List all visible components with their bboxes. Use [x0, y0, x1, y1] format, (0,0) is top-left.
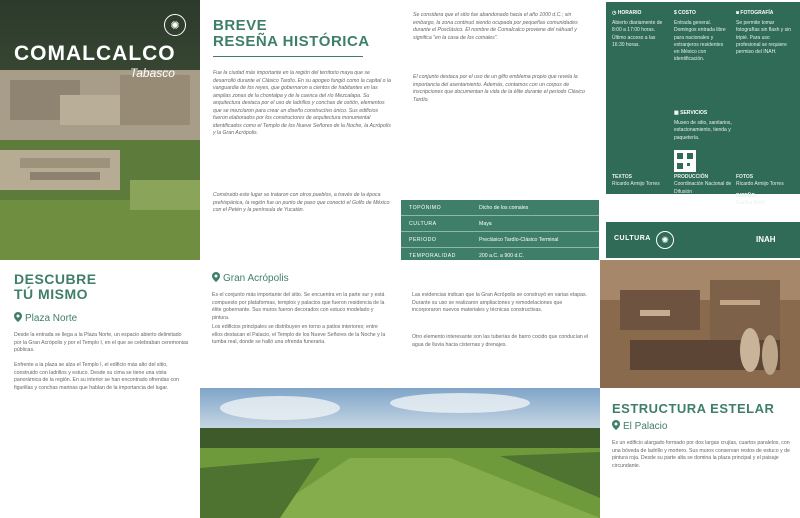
plaza-norte-label: Plaza Norte [25, 313, 78, 324]
location-pin-icon [612, 420, 620, 430]
costo-text: Entrada general. Domingos entrada libre para nacionales y extranjeros residentes en México con identificación. [674, 20, 726, 63]
credits [612, 174, 798, 207]
servicios-block [674, 110, 738, 142]
info-row [401, 216, 599, 232]
plaza-norte-heading [14, 312, 77, 324]
breve-paragraph-4: El conjunto destaca por el uso de un glifo emblema propio que revela la importancia del asentamiento. Además, contamos con un corpus de inscripciones que documentan la vida de la élite durante el periodo Clásico Tardío. [413, 74, 585, 103]
breve-title [213, 18, 370, 50]
servicios-title: SERVICIOS [680, 110, 708, 116]
horario-title: HORARIO [617, 10, 642, 16]
info-value: 200 a.C. a 900 d.C. [479, 252, 524, 259]
camera-icon: ◙ [736, 10, 740, 16]
foto-title: FOTOGRAFÍA [740, 10, 774, 16]
breve-paragraph-2: Construido este lugar se trataron con otros pueblos, a través de la época prehispánica, la región fue un punto de paso que conectó el Golfo de México con el Petén y la península de Yucatán. [213, 192, 390, 214]
building-icon: ▦ [674, 110, 679, 116]
descubre-title [14, 272, 97, 301]
excavation-image [600, 260, 800, 388]
info-row [401, 248, 599, 263]
location-pin-icon [212, 272, 220, 282]
gran-acropolis-heading [212, 272, 289, 284]
info-label: PERIODO [409, 236, 437, 243]
credit-body: Gráfica INAH [736, 199, 766, 206]
credit-body: Ricardo Armijo Torres [612, 181, 660, 188]
ruins-photo [0, 0, 200, 260]
info-row [401, 200, 599, 216]
clock-icon: ◷ [612, 10, 617, 16]
info-table [401, 200, 599, 260]
estructura-title: ESTRUCTURA ESTELAR [612, 401, 775, 416]
emblem-icon: ✺ [656, 231, 674, 249]
location-pin-icon [14, 312, 22, 322]
cover-title: COMALCALCO [14, 42, 176, 65]
foto-text: Se permite tomar fotografías sin flash y sin tripié. Para uso profesional se requiere permiso del INAH. [736, 20, 792, 55]
dollar-icon: $ [674, 10, 677, 16]
cover-photo [0, 0, 200, 260]
descubre-paragraph-2: Enfrente a la plaza se alza el Templo I, el edificio más alto del sitio, construido con ladrillos y estuco. Desde su cima se tiene una vista panorámica de la región. En su interior se han encontrado ofrendas con figurillas y conchas marinas que hablan de la importancia del lugar. [14, 362, 179, 391]
breve-divider [213, 56, 363, 57]
credit-head: PRODUCCIÓN [674, 174, 709, 180]
breve-title-line1: BREVE [213, 17, 268, 34]
el-palacio-label: El Palacio [623, 421, 668, 432]
descubre-title-line1: DESCUBRE [14, 271, 97, 287]
logo-cultura: CULTURA [614, 235, 651, 242]
acropolis-paragraph-2: Los edificios principales se distribuyen en torno a patios interiores; entre ellos destacan el Palacio, el Templo de los Nueve Señores de la Noche y la tumba real, donde se halló una ofrenda funeraria. [212, 324, 386, 346]
logo-bar [606, 222, 800, 258]
credit-head: TEXTOS [612, 174, 632, 180]
acropolis-paragraph-4: Otro elemento interesante son las tuberías de barro cocido que conducían el agua de lluvia hacia cisternas y drenajes. [412, 334, 589, 348]
breve-paragraph-3: Se considera que el sitio fue abandonado hacia el año 1000 d.C.; sin embargo, la zona continuó siendo ocupada por pequeñas comunidades durante el Posclásico. El nombre de Comalcalco proviene del náhuatl y significa "en la casa de los comales". [413, 12, 578, 41]
info-value: Dicho de los comales [479, 204, 529, 211]
info-label: CULTURA [409, 220, 437, 227]
costo-title: COSTO [678, 10, 696, 16]
info-row [401, 232, 599, 248]
servicios-text: Museo de sitio, sanitarios, estacionamiento, tienda y paquetería. [674, 120, 732, 141]
foto-block [736, 10, 794, 56]
info-value: Preclásico Tardío-Clásico Terminal [479, 236, 559, 243]
cover-subtitle: Tabasco [130, 66, 175, 80]
el-palacio-heading [612, 420, 667, 432]
costo-block [674, 10, 730, 64]
breve-title-line2: RESEÑA HISTÓRICA [213, 32, 370, 50]
credit-head: FOTOS [736, 174, 754, 180]
horario-text: Abierto diariamente de 8:00 a 17:00 horas. Último acceso a las 16:30 horas. [612, 20, 663, 48]
acropolis-paragraph-1: Es el conjunto más importante del sitio. Se encuentra en la parte sur y está compuesto por plataformas, templos y palacios que fueron residencia de la élite gobernante. Sus muros fueron decorados con estuco modelado y pintura. [212, 292, 385, 321]
breve-paragraph-1: Fue la ciudad más importante en la región del territorio maya que se desarrolló durante el Clásico Tardío. En su apogeo fungió como la capital o la vanguardia de los reyes, que gobernaron a cientos de habitantes en las amplias zonas de la chontalpa y de la cuenca del río Mezcalapa. Su arquitectura destaca por el uso de ladrillos y conchas de ostión, elementos que se mezclaron para crear un diseño constructivo único. Sus edificios fueron elaborados por los constructores de arquitectura monumental identificados como el Templo de los Nueve Señores de la Noche, la Acrópolis y la Gran Acrópolis. [213, 70, 392, 137]
qr-code [674, 150, 696, 172]
estructura-paragraph: Es un edificio alargado formado por dos largas crujías, cuartos paralelos, con una bóveda de ladrillo y mortero. Sus muros conservan restos de estuco y de pintura roja. Desde su parte alta se domina la plaza principal y el paisaje circundante. [612, 440, 790, 469]
acropolis-paragraph-3: Las evidencias indican que la Gran Acrópolis se construyó en varias etapas. Durante su uso se realizaron ampliaciones y remodelaciones que incorporaron nuevos materiales y técnicas constructivas. [412, 292, 588, 314]
descubre-paragraph-1: Desde la entrada se llega a la Plaza Norte, un espacio abierto delimitado por la Gran Acrópolis y por el Templo I, en el que se celebraban ceremonias públicas. [14, 332, 189, 354]
info-label: TOPÓNIMO [409, 204, 442, 211]
landscape-photo [200, 388, 600, 518]
logo-inah: INAH [756, 235, 776, 244]
cover-emblem-icon: ✺ [164, 14, 186, 36]
credit-head: DISEÑO [736, 192, 756, 199]
services-panel [604, 0, 800, 260]
credit-body: Ricardo Armijo Torres [736, 181, 784, 188]
descubre-title-line2: TÚ MISMO [14, 285, 88, 302]
info-value: Maya [479, 220, 492, 227]
horario-block [612, 10, 668, 49]
excavation-photo [600, 260, 800, 388]
info-label: TEMPORALIDAD [409, 252, 456, 259]
landscape-image [200, 388, 600, 518]
gran-acropolis-label: Gran Acrópolis [223, 273, 289, 284]
credit-body: Coordinación Nacional de Difusión [674, 181, 732, 195]
